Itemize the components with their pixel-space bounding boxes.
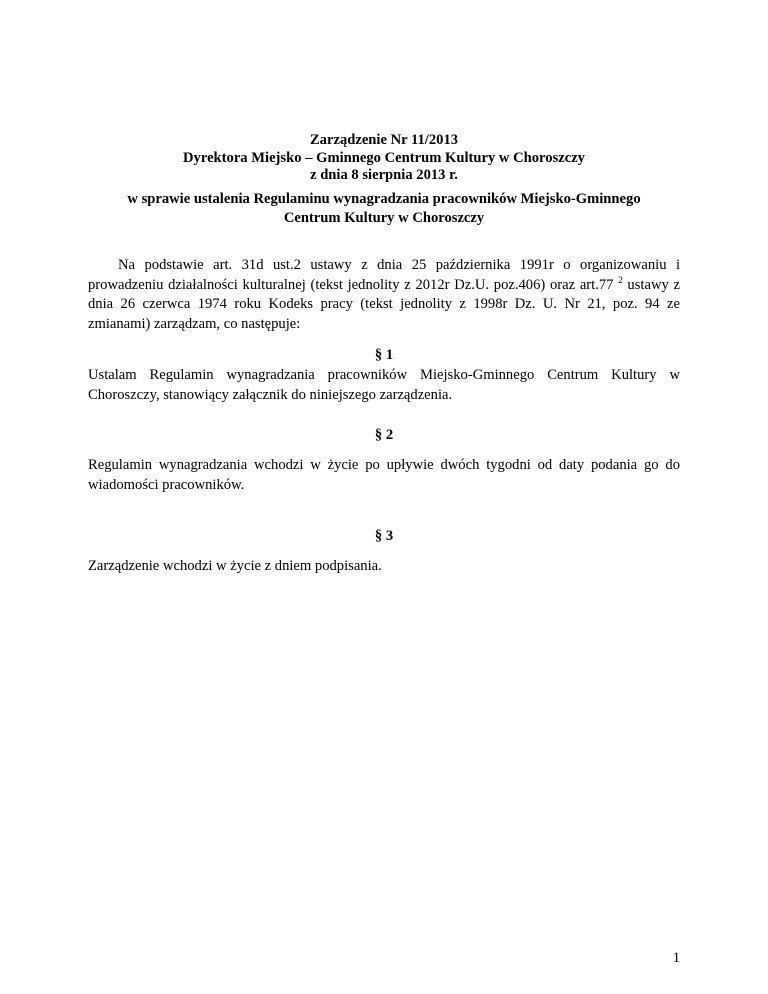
header-date: z dnia 8 sierpnia 2013 r.	[310, 167, 458, 183]
section-2-text: Regulamin wynagradzania wchodzi w życie po upływie dwóch tygodni od daty podania go do wiadomości pracowników.	[88, 457, 680, 493]
section-2-heading: § 2	[374, 427, 394, 443]
page-number: 1	[672, 950, 680, 966]
document-subject	[0, 190, 768, 228]
section-3-heading: § 3	[374, 528, 394, 544]
intro-text-2: ustawy z dnia 26 czerwca 1974 roku Kodeks pracy (tekst jednolity z 1998r Dz. U. Nr 21, poz. 94 ze zmianami) zarządzam, co następuje:	[88, 276, 680, 332]
section-1-heading: § 1	[374, 347, 394, 363]
section-3-text: Zarządzenie wchodzi w życie z dniem podpisania.	[88, 558, 382, 574]
intro-superscript: 2	[618, 274, 623, 285]
intro-paragraph	[88, 256, 680, 334]
document-header	[0, 132, 768, 185]
header-title: Zarządzenie Nr 11/2013	[309, 132, 459, 148]
section-1-text: Ustalam Regulamin wynagradzania pracowników Miejsko-Gminnego Centrum Kultury w Choroszczy, stanowiący załącznik do niniejszego zarządzenia.	[88, 367, 680, 403]
subject-line-2: Centrum Kultury w Choroszczy	[283, 210, 485, 226]
subject-line-1: w sprawie ustalenia Regulaminu wynagradzania pracowników Miejsko-Gminnego	[127, 191, 641, 207]
intro-text-1: Na podstawie art. 31d ust.2 ustawy z dnia 25 października 1991r o organizowaniu i prowadzeniu działalności kulturalnej (tekst jednolity z 2012r Dz.U. poz.406) oraz art.77	[88, 257, 680, 293]
header-issuer: Dyrektora Miejsko – Gminnego Centrum Kultury w Choroszczy	[183, 149, 585, 166]
